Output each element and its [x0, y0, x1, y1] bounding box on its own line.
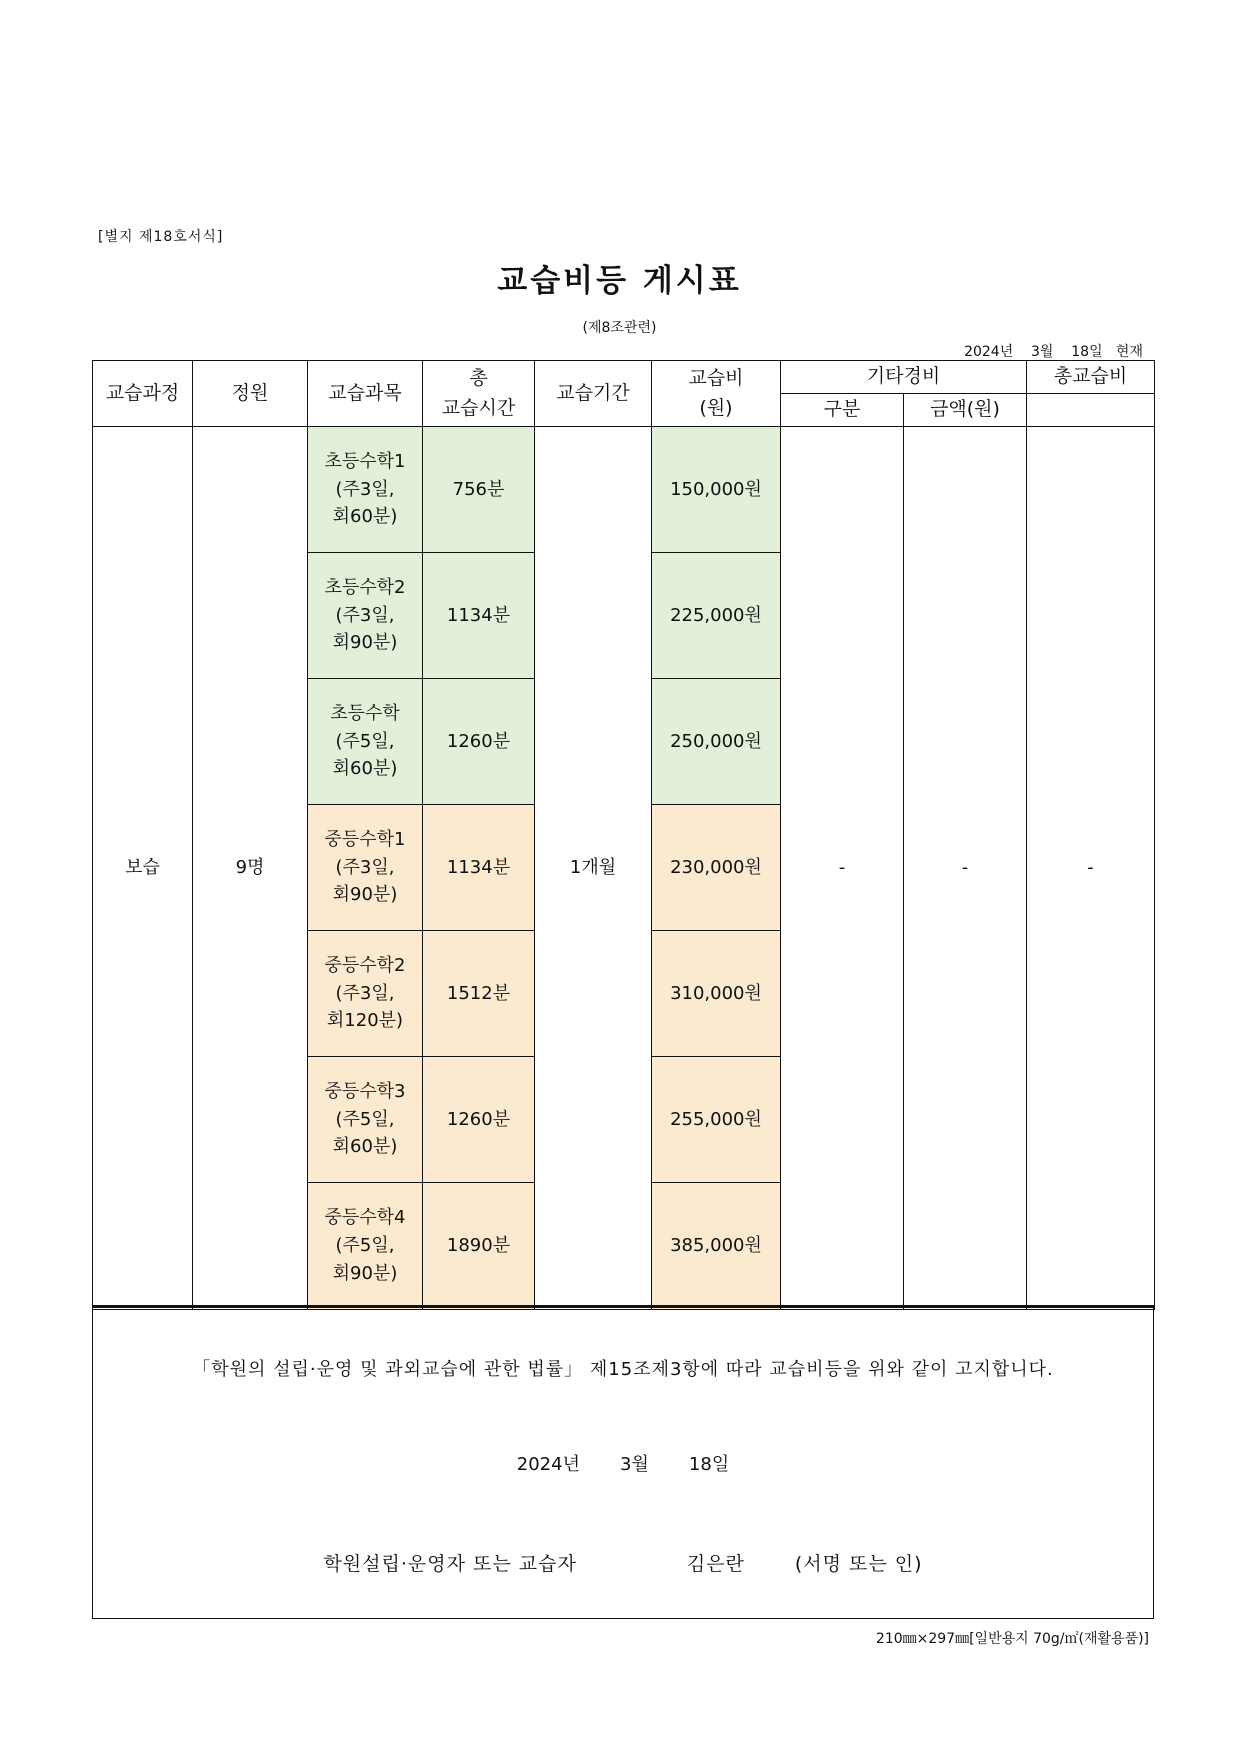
form-number: [별지 제18호서식]	[98, 229, 224, 245]
subject-cell	[308, 1183, 423, 1310]
fee-cell: 250,000원	[652, 679, 781, 805]
subject-line: 중등수학1	[324, 828, 406, 850]
subject-line: 중등수학2	[324, 954, 406, 976]
capacity-cell: 9명	[193, 427, 308, 1310]
header-total-hours-line1: 총	[469, 367, 488, 390]
fee-cell: 150,000원	[652, 427, 781, 553]
subject-line: 회90분)	[332, 884, 398, 906]
header-other-expenses: 기타경비	[781, 361, 1027, 394]
header-fee-line1: 교습비	[688, 367, 744, 390]
signer-name: 김은란	[686, 1553, 745, 1575]
subject-cell	[308, 931, 423, 1057]
subject-line: (주3일,	[335, 982, 395, 1004]
hours-cell: 1890분	[423, 1183, 535, 1310]
subject-line: 회120분)	[326, 1010, 404, 1032]
header-capacity: 정원	[193, 361, 308, 427]
fee-cell: 385,000원	[652, 1183, 781, 1310]
period-cell: 1개월	[535, 427, 652, 1310]
notice-box	[92, 1307, 1154, 1619]
fee-table	[92, 360, 1155, 1310]
hours-cell: 1260분	[423, 679, 535, 805]
header-other-type: 구분	[781, 394, 904, 427]
course-cell: 보습	[93, 427, 193, 1310]
header-fee-line2: (원)	[699, 396, 733, 419]
header-course: 교습과정	[93, 361, 193, 427]
subject-line: (주5일,	[335, 1108, 395, 1130]
subject-cell	[308, 427, 423, 553]
notice-text: 「학원의 설립·운영 및 과외교습에 관한 법률」 제15조제3항에 따라 교습비등을 위와 같이 고지합니다.	[192, 1359, 1054, 1380]
signer-label: 학원설립·운영자 또는 교습자	[323, 1553, 577, 1575]
subject-line: 초등수학1	[324, 450, 406, 472]
hours-cell: 1134분	[423, 553, 535, 679]
header-subject: 교습과목	[308, 361, 423, 427]
other-type-cell: -	[781, 427, 904, 1310]
subject-line: (주5일,	[335, 730, 395, 752]
signature-note: (서명 또는 인)	[794, 1553, 923, 1575]
signer-line	[93, 1549, 1153, 1576]
hours-cell: 1512분	[423, 931, 535, 1057]
notice-date: 2024년 3월 18일	[516, 1454, 730, 1475]
subject-line: 회60분)	[332, 506, 398, 528]
subject-line: 회60분)	[332, 1136, 398, 1158]
subject-cell	[308, 805, 423, 931]
header-total-hours	[423, 361, 535, 427]
subject-cell	[308, 1057, 423, 1183]
fee-cell: 225,000원	[652, 553, 781, 679]
subject-line: (주3일,	[335, 604, 395, 626]
header-period: 교습기간	[535, 361, 652, 427]
fee-cell: 230,000원	[652, 805, 781, 931]
as-of-date: 2024년 3월 18일 현재	[964, 344, 1143, 360]
other-amount-cell: -	[904, 427, 1027, 1310]
header-total-hours-line2: 교습시간	[441, 396, 516, 419]
hours-cell: 1134분	[423, 805, 535, 931]
header-total-fee: 총교습비	[1027, 361, 1155, 394]
subject-cell	[308, 553, 423, 679]
subject-line: 회60분)	[332, 758, 398, 780]
subject-line: (주3일,	[335, 478, 395, 500]
page-subtitle: (제8조관련)	[582, 320, 657, 336]
subject-line: (주5일,	[335, 1235, 395, 1257]
subject-line: 중등수학3	[324, 1080, 406, 1102]
page-title: 교습비등 게시표	[497, 263, 742, 299]
header-other-amount: 금액(원)	[904, 394, 1027, 427]
total-fee-cell: -	[1027, 427, 1155, 1310]
header-total-fee-blank	[1027, 394, 1155, 427]
fee-cell: 310,000원	[652, 931, 781, 1057]
fee-cell: 255,000원	[652, 1057, 781, 1183]
subject-line: (주3일,	[335, 856, 395, 878]
paper-spec-footer: 210㎜×297㎜[일반용지 70g/㎡(재활용품)]	[875, 1631, 1149, 1647]
subject-line: 회90분)	[332, 632, 398, 654]
hours-cell: 1260분	[423, 1057, 535, 1183]
subject-line: 회90분)	[332, 1262, 398, 1284]
hours-cell: 756분	[423, 427, 535, 553]
subject-cell	[308, 679, 423, 805]
subject-line: 초등수학2	[324, 576, 406, 598]
subject-line: 초등수학	[330, 702, 400, 724]
header-fee	[652, 361, 781, 427]
subject-line: 중등수학4	[324, 1207, 406, 1229]
